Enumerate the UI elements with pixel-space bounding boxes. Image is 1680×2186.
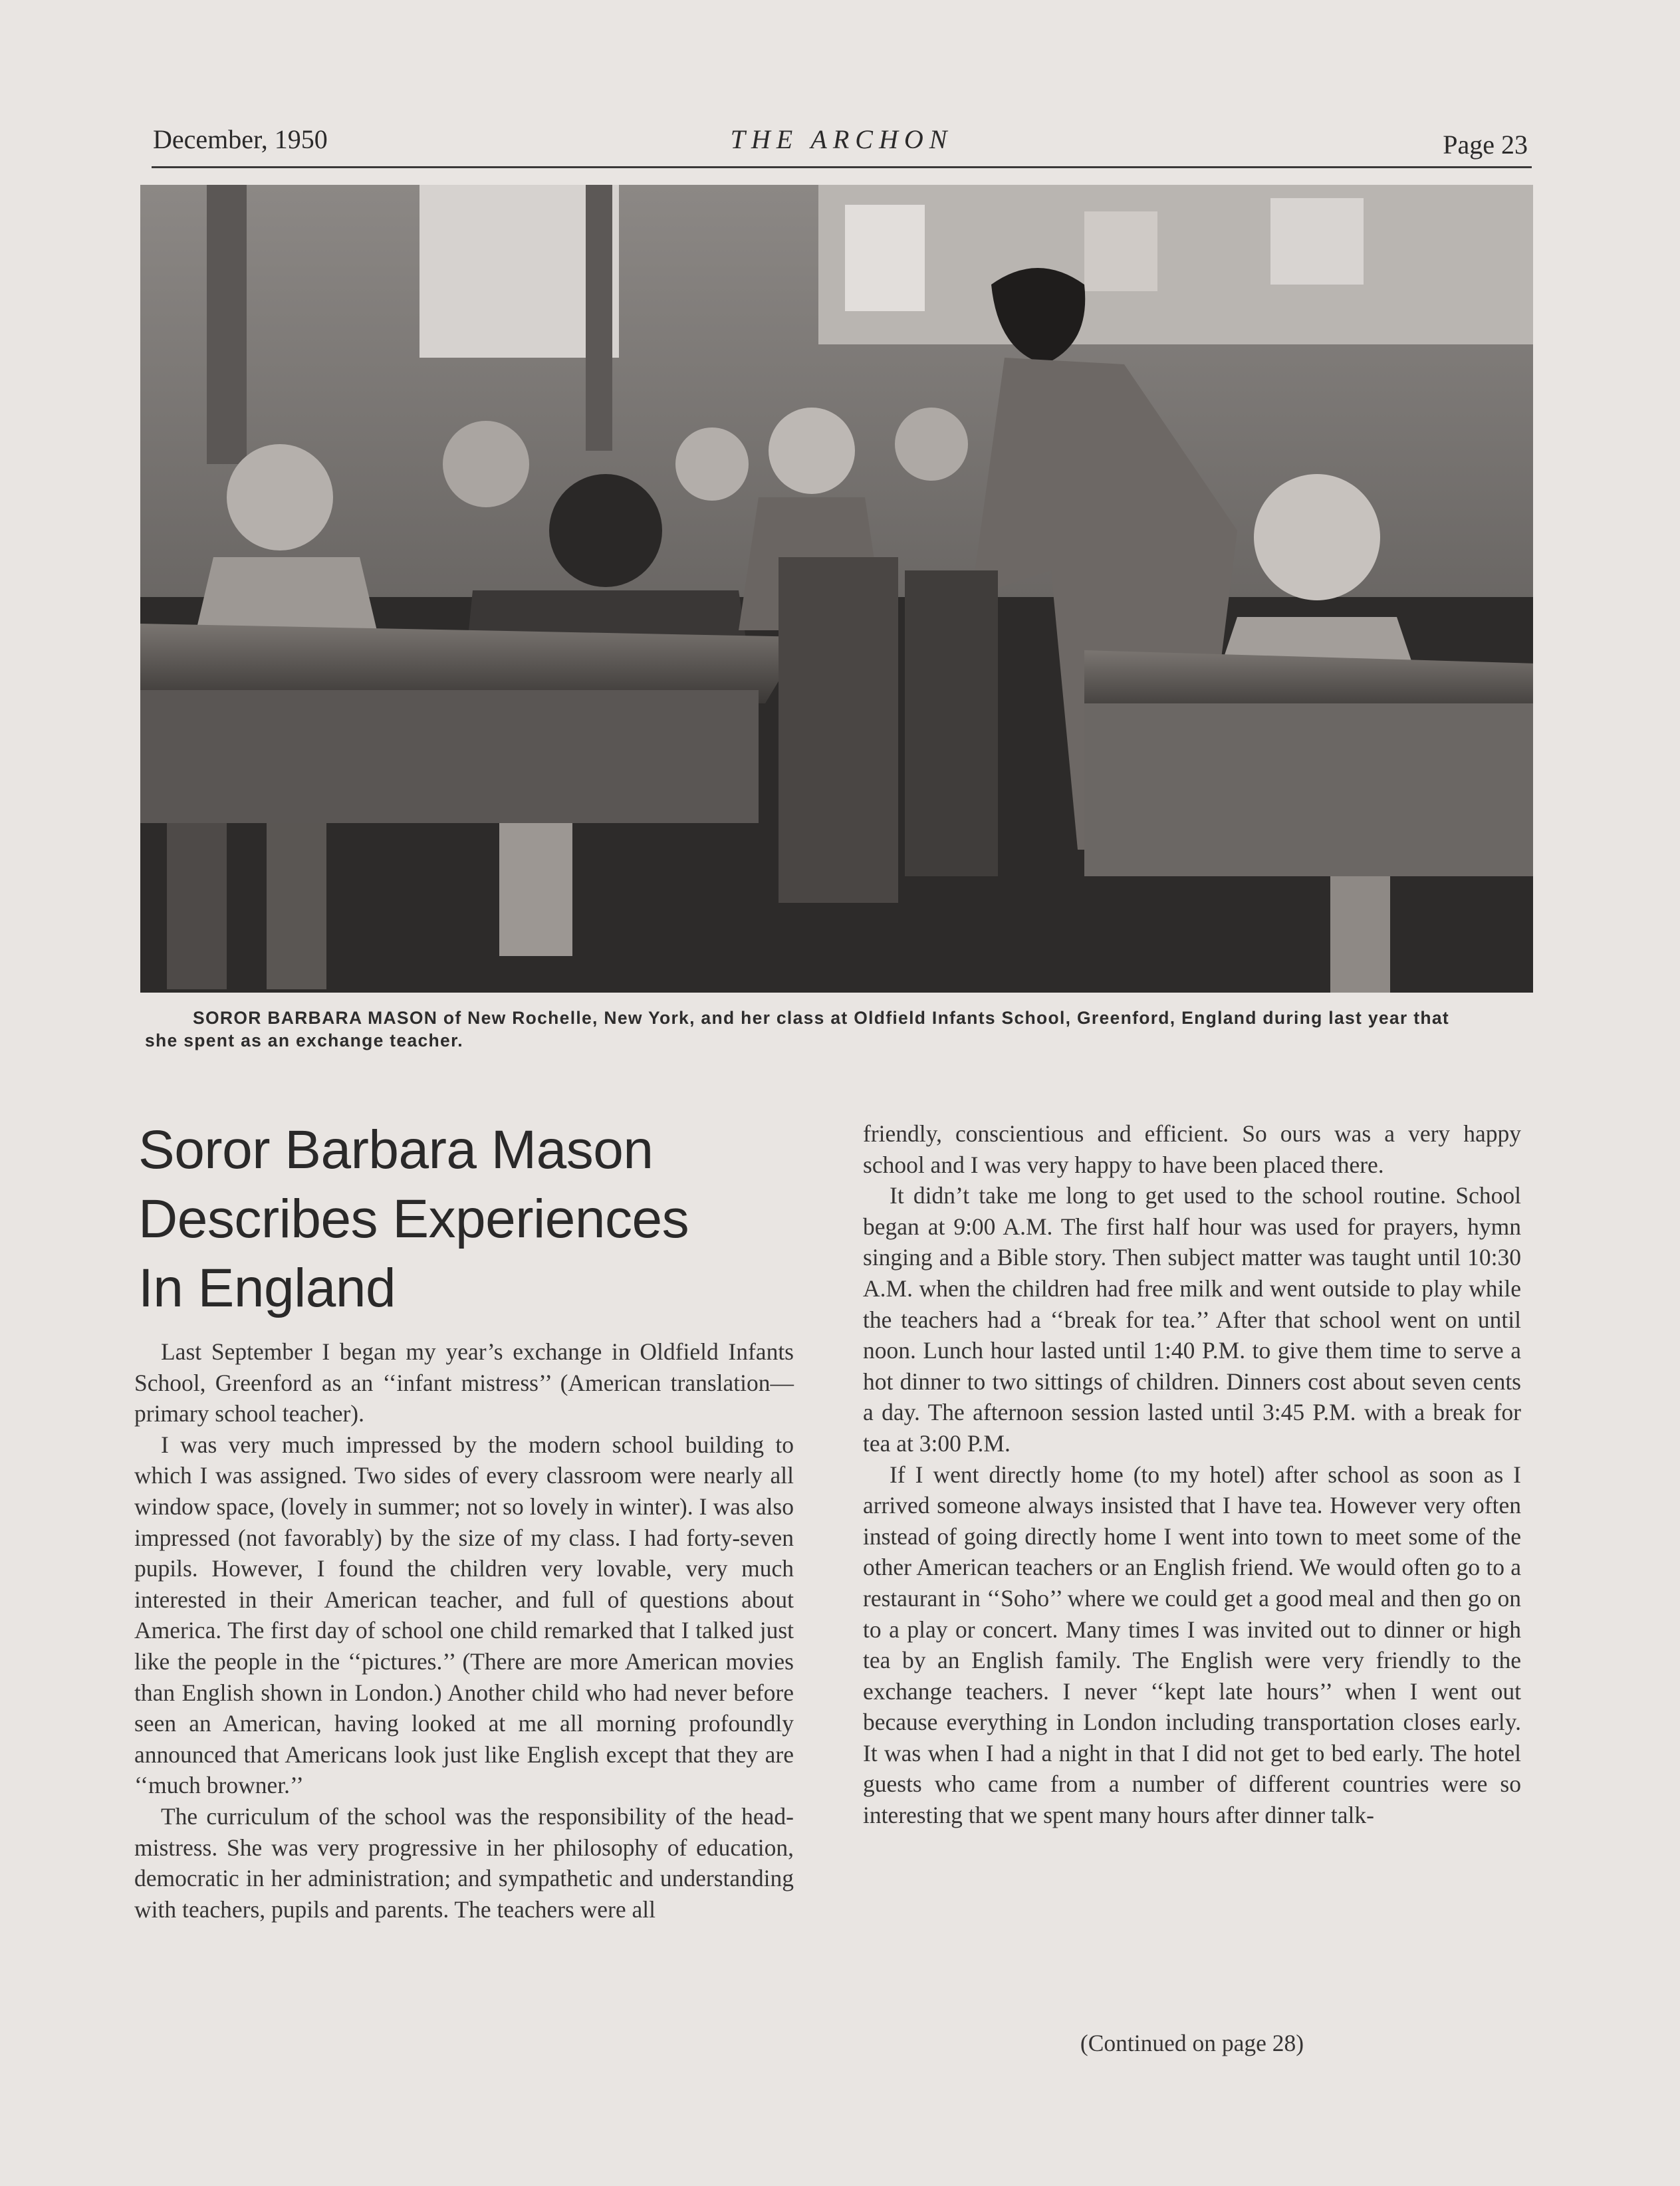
article-headline [138, 1116, 803, 1323]
paragraph: I was very much impressed by the modern school building to which I was assigned. Two sides of every classroom were nearly all window space, (lovely in summer; not so lovely in winter). I was also impressed (not favorably) by the size of my class. I had forty-seven pupils. However, I found the children very lovable, very much interested in their American teacher, and full of questions about America. The first day of school one child remarked that I talked just like the people in the ‘‘pictures.’’ (There are more American movies than English shown in London.) Another child who had never before seen an American, having looked at me all morning profoundly announced that Americans look just like English except that they are ‘‘much browner.’’ [134, 1431, 794, 1799]
article-column-right [863, 1118, 1521, 1831]
magazine-title: THE ARCHON [730, 124, 953, 154]
headline-line-3: In England [138, 1258, 396, 1318]
paragraph: friendly, conscientious and efficient. So ours was a very happy school and I was very happy to have been placed there. [863, 1120, 1521, 1178]
page-number: Page 23 [1443, 130, 1528, 160]
caption-line-2: she spent as an exchange teacher. [145, 1031, 463, 1050]
classroom-photo [140, 185, 1533, 993]
headline-line-1: Soror Barbara Mason [138, 1120, 654, 1180]
photo-caption [145, 1007, 1530, 1052]
continued-note: (Continued on page 28) [1080, 2030, 1304, 2056]
issue-date: December, 1950 [153, 124, 328, 154]
paragraph: If I went directly home (to my hotel) after school as soon as I arrived someone always insisted that I have tea. However very often instead of going directly home I went into town to meet some of the other American teachers or an English friend. We would often go to a restaurant in ‘‘Soho’’ where we could get a good meal and then go on to a play or concert. Many times I was invited out to dinner or high tea by an English family. The English were very friendly to the exchange teachers. I never ‘‘kept late hours’’ when I went out because everything in London including transportation closes early. It was when I had a night in that I did not get to bed early. The hotel guests who came from a number of different countries were so interesting that we spent many hours after dinner talk- [863, 1461, 1521, 1829]
caption-text-1: SOROR BARBARA MASON of New Rochelle, New York, and her class at Oldfield Infants School, Greenford, England during last year that [193, 1008, 1449, 1028]
paragraph: The curriculum of the school was the responsibility of the head-mistress. She was very progressive in her philosophy of education, democratic in her administration; and sympathetic and understanding with teachers, pupils and parents. The teachers were all [134, 1802, 794, 1923]
headline-line-2: Describes Experiences [138, 1189, 689, 1249]
caption-line-1 [145, 1007, 1530, 1029]
paragraph: It didn’t take me long to get used to the school routine. School began at 9:00 A.M. The first half hour was used for prayers, hymn singing and a Bible story. Then subject matter was taught until 10:30 A.M. when the children had free milk and went outside to play while the teachers had a ‘‘break for tea.’’ After that school went on until noon. Lunch hour lasted until 1:40 P.M. to give them time to serve a hot dinner to two sittings of children. Dinners cost about seven cents a day. The afternoon session lasted until 3:45 P.M. with a break for tea at 3:00 P.M. [863, 1182, 1521, 1457]
paragraph: Last September I began my year’s exchange in Oldfield Infants School, Greenford as an ‘‘infant mistress’’ (American translation—primary school teacher). [134, 1338, 794, 1427]
article-column-left [134, 1336, 794, 1925]
classroom-photo-icon [140, 185, 1533, 993]
page-header [152, 118, 1532, 168]
